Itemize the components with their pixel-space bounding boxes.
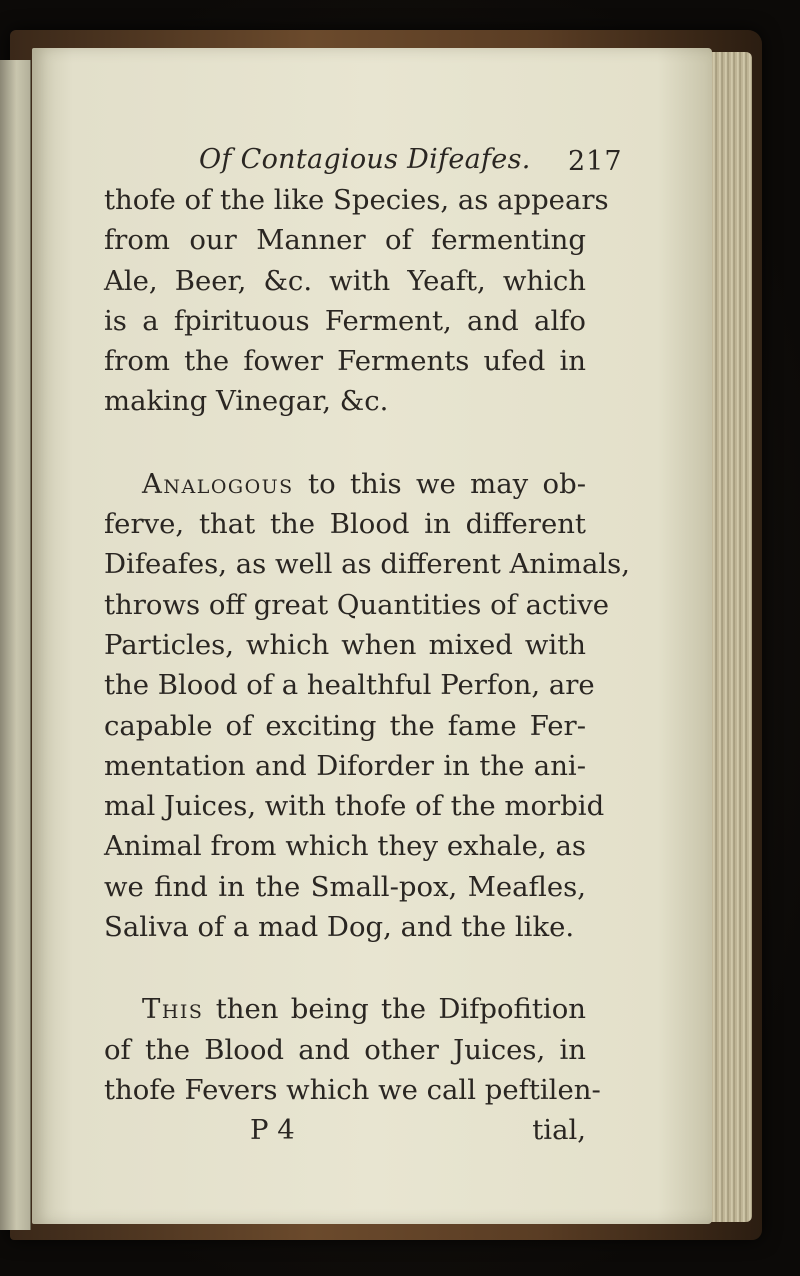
text-line: is a fpirituous Ferment, and alfo <box>104 304 586 337</box>
text-line: throws off great Quantities of active <box>104 588 610 621</box>
paragraph-lead-word: This <box>142 993 204 1026</box>
text-line: ferve, that the Blood in different <box>104 508 586 541</box>
page-footer <box>104 1110 586 1150</box>
text-line: thofe Fevers which we call peftilen- <box>104 1073 601 1106</box>
paragraph-lead-word: Analogous <box>142 467 294 500</box>
paragraph-1 <box>104 180 609 422</box>
text-line <box>104 464 586 504</box>
text-line: making Vinegar, &c. <box>104 385 389 418</box>
page-number: 217 <box>568 146 623 177</box>
text-line: Animal from which they exhale, as <box>104 830 586 863</box>
page-text <box>104 136 631 1150</box>
paragraph-lead-rest: then being the Difpofition <box>203 993 586 1026</box>
text-line: Particles, which when mixed with <box>104 628 586 661</box>
text-line <box>104 989 586 1029</box>
paragraph-lead-rest: to this we may ob- <box>293 467 586 500</box>
running-head <box>104 136 623 180</box>
text-line: capable of exciting the fame Fer- <box>104 709 586 742</box>
catchword: tial, <box>532 1114 586 1147</box>
text-line: thofe of the like Species, as appears <box>104 184 609 216</box>
text-line: Difeafes, as well as different Animals, <box>104 548 631 581</box>
text-line: of the Blood and other Juices, in <box>104 1033 586 1066</box>
text-line: from our Manner of fermenting <box>104 224 586 257</box>
text-line: mal Juices, with thofe of the morbid <box>104 790 605 823</box>
page-block-edges <box>706 52 752 1222</box>
paragraph-2 <box>104 464 631 948</box>
previous-page-edge <box>0 60 31 1230</box>
running-head-title: Of Contagious Difeafes. <box>199 144 531 175</box>
text-line: the Blood of a healthful Perfon, are <box>104 669 595 702</box>
text-line: we find in the Small-pox, Meafles, <box>104 870 586 903</box>
paragraph-3 <box>104 989 601 1110</box>
text-line: Ale, Beer, &c. with Yeaft, which <box>104 264 586 297</box>
signature-mark: P 4 <box>250 1114 295 1147</box>
text-line: Saliva of a mad Dog, and the like. <box>104 911 575 944</box>
text-line: mentation and Diforder in the ani- <box>104 749 586 782</box>
text-line: from the fower Ferments ufed in <box>104 345 586 378</box>
